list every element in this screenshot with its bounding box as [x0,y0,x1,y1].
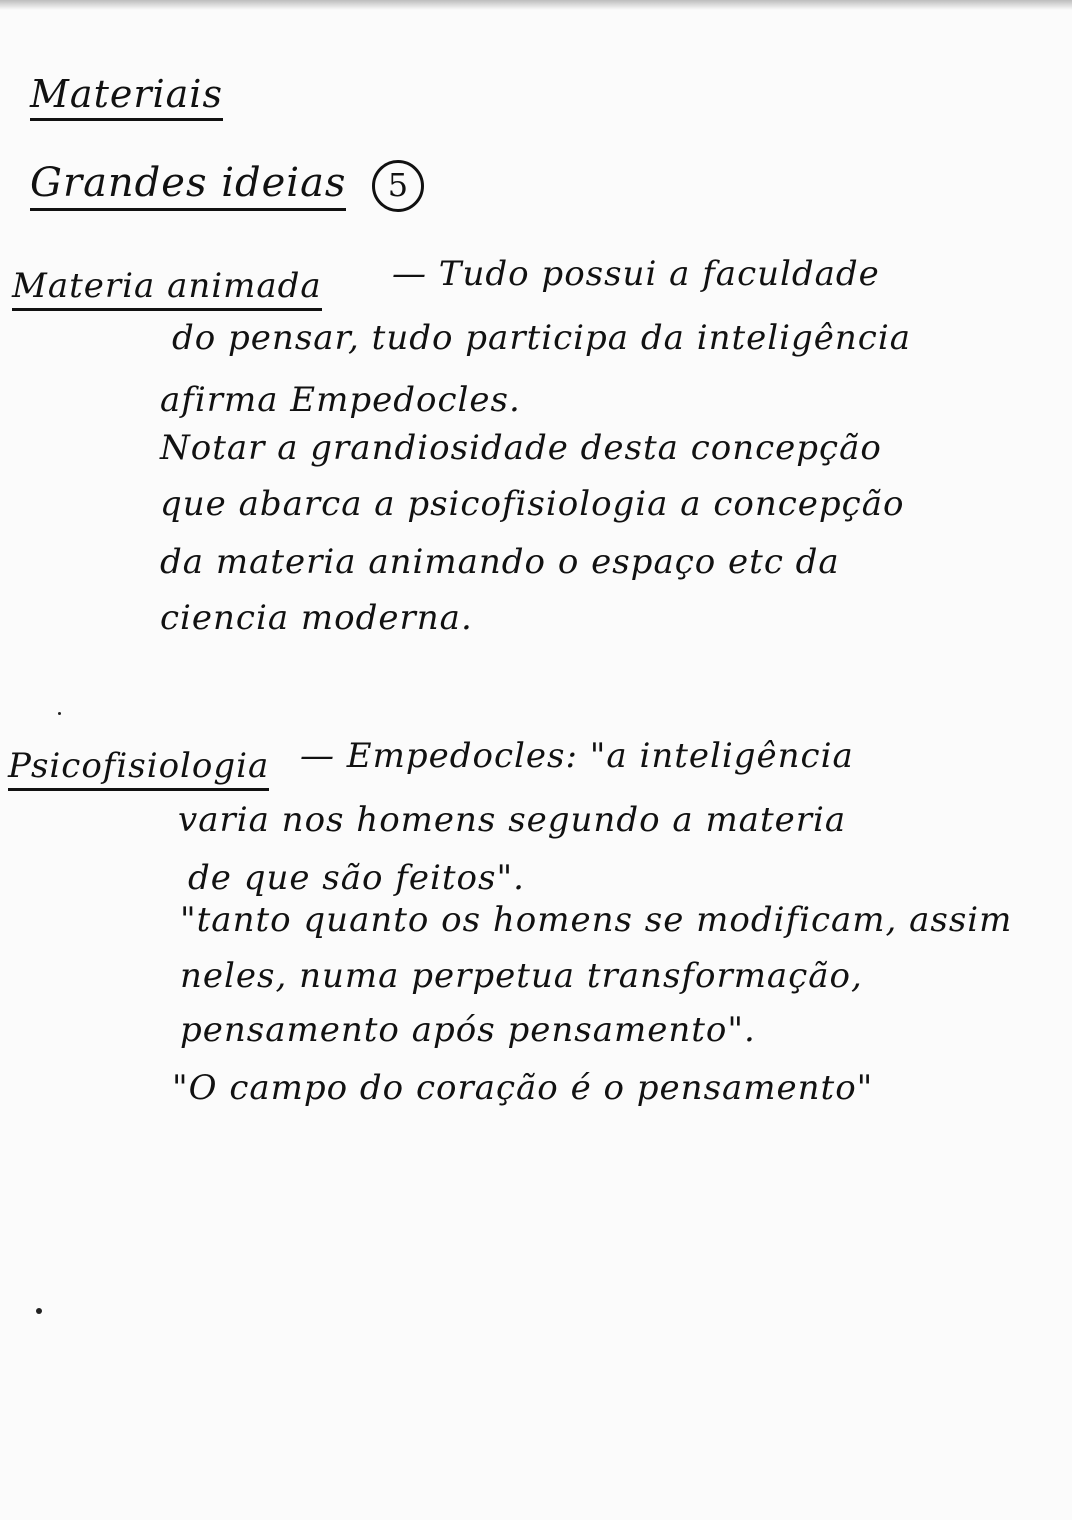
section2-line: "O campo do coração é o pensamento" [172,1068,874,1108]
section1-line: Notar a grandiosidade desta concepção [160,428,882,468]
subtitle-row [30,160,424,212]
section2-line: de que são feitos". [188,858,525,898]
section1-heading: Materia animada [12,266,322,311]
section2-line: neles, numa perpetua transformação, [180,956,863,996]
section2-line: — Empedocles: "a inteligência [300,736,854,776]
circled-number: 5 [372,160,424,212]
section2-line: pensamento após pensamento". [180,1010,756,1050]
section1-line: do pensar, tudo participa da inteligência [172,318,911,358]
section2-heading: Psicofisiologia [8,746,269,791]
scan-edge [0,0,1072,10]
section2-line: "tanto quanto os homens se modificam, assim [180,900,1013,940]
scan-speck [36,1308,42,1314]
section2-line: varia nos homens segundo a materia [178,800,847,840]
scan-speck [58,712,61,715]
section1-line: — Tudo possui a faculdade [392,254,880,294]
section1-line: afirma Empedocles. [160,380,521,420]
page-title: Materiais [30,72,223,121]
section1-line: que abarca a psicofisiologia a concepção [160,484,905,524]
subtitle: Grandes ideias [30,160,346,211]
section1-line: da materia animando o espaço etc da [160,542,840,582]
section1-line: ciencia moderna. [160,598,473,638]
